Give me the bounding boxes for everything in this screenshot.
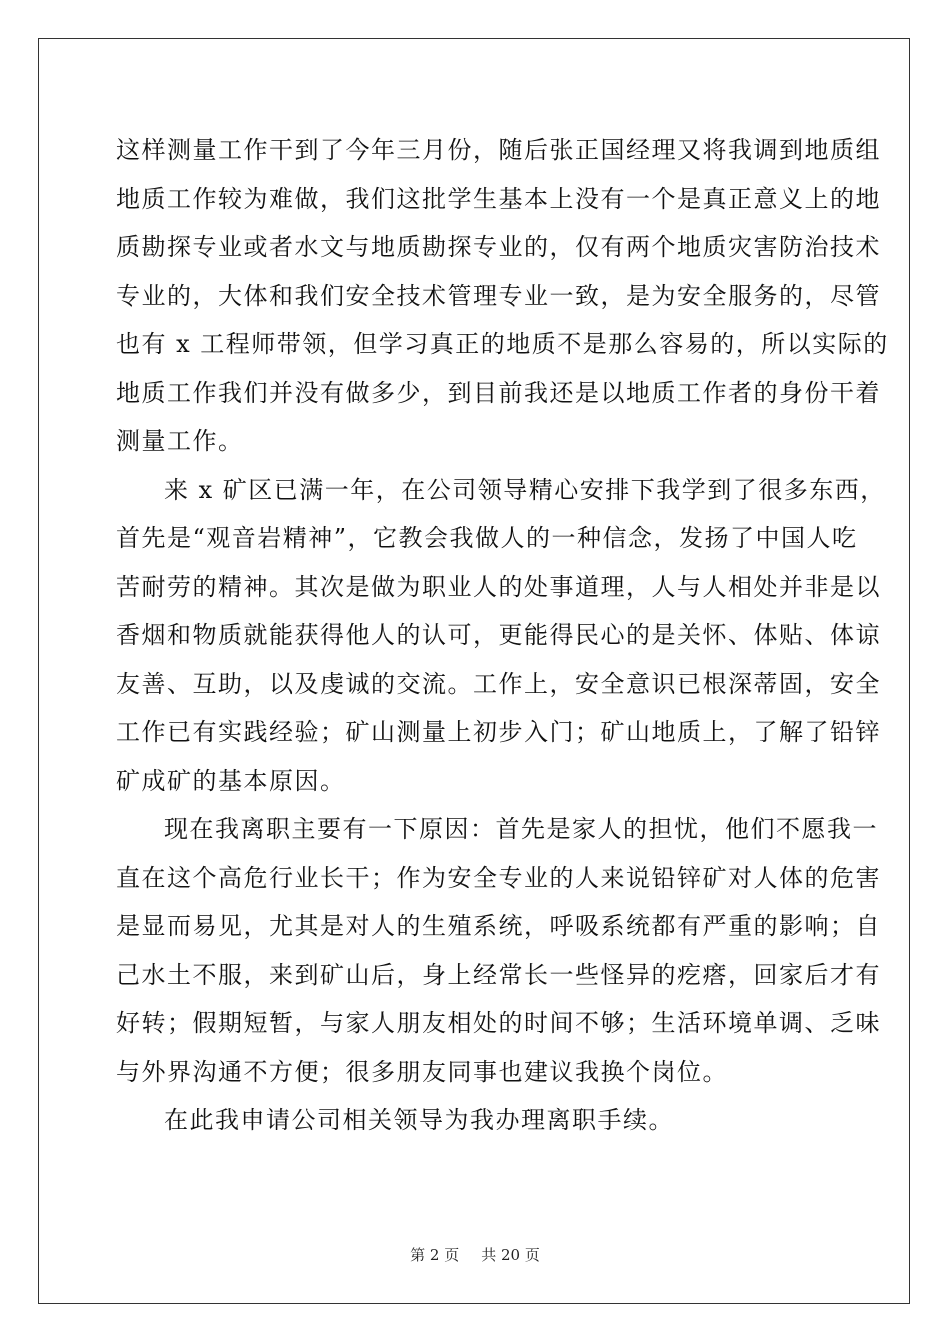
text-line: 也有 x 工程师带领，但学习真正的地质不是那么容易的，所以实际的	[116, 330, 889, 358]
text-line: 是显而易见，尤其是对人的生殖系统，呼吸系统都有严重的影响；自	[116, 912, 881, 940]
page-footer	[0, 1244, 950, 1265]
text-line: 友善、互助，以及虔诚的交流。工作上，安全意识已根深蒂固，安全	[116, 669, 881, 698]
paragraph-start-line: 来 x 矿区已满一年，在公司领导精心安排下我学到了很多东西，	[164, 475, 886, 504]
text-line: 首先是“观音岩精神”，它教会我做人的一种信念，发扬了中国人吃	[116, 524, 858, 552]
text-line: 这样测量工作干到了今年三月份，随后张正国经理又将我调到地质组	[116, 136, 881, 164]
page-total: 共 20 页	[481, 1246, 540, 1264]
text-line: 质勘探专业或者水文与地质勘探专业的，仅有两个地质灾害防治技术	[116, 233, 881, 261]
text-line: 香烟和物质就能获得他人的认可，更能得民心的是关怀、体贴、体谅	[116, 621, 881, 649]
text-line: 工作已有实践经验；矿山测量上初步入门；矿山地质上，了解了铅锌	[116, 718, 881, 746]
text-line: 与外界沟通不方便；很多朋友同事也建议我换个岗位。	[116, 1057, 728, 1086]
text-line: 地质工作我们并没有做多少，到目前我还是以地质工作者的身份干着	[116, 378, 881, 407]
text-line: 矿成矿的基本原因。	[116, 766, 346, 795]
text-line: 苦耐劳的精神。其次是做为职业人的处事道理，人与人相处并非是以	[116, 572, 881, 601]
text-line: 好转；假期短暂，与家人朋友相处的时间不够；生活环境单调、乏味	[116, 1009, 881, 1037]
text-line: 直在这个高危行业长干；作为安全专业的人来说铅锌矿对人体的危害	[116, 863, 881, 892]
text-line: 地质工作较为难做，我们这批学生基本上没有一个是真正意义上的地	[116, 184, 881, 213]
document-body	[116, 126, 889, 1145]
page-number: 第 2 页	[410, 1246, 460, 1264]
paragraph-start-line: 现在我离职主要有一下原因：首先是家人的担忧，他们不愿我一	[164, 815, 878, 843]
text-line: 测量工作。	[116, 427, 244, 455]
text-line: 己水土不服，来到矿山后，身上经常长一些怪异的疙瘩，回家后才有	[116, 960, 881, 989]
paragraph-start-line: 在此我申请公司相关领导为我办理离职手续。	[164, 1106, 674, 1134]
text-line: 专业的，大体和我们安全技术管理专业一致，是为安全服务的，尽管	[116, 281, 881, 310]
